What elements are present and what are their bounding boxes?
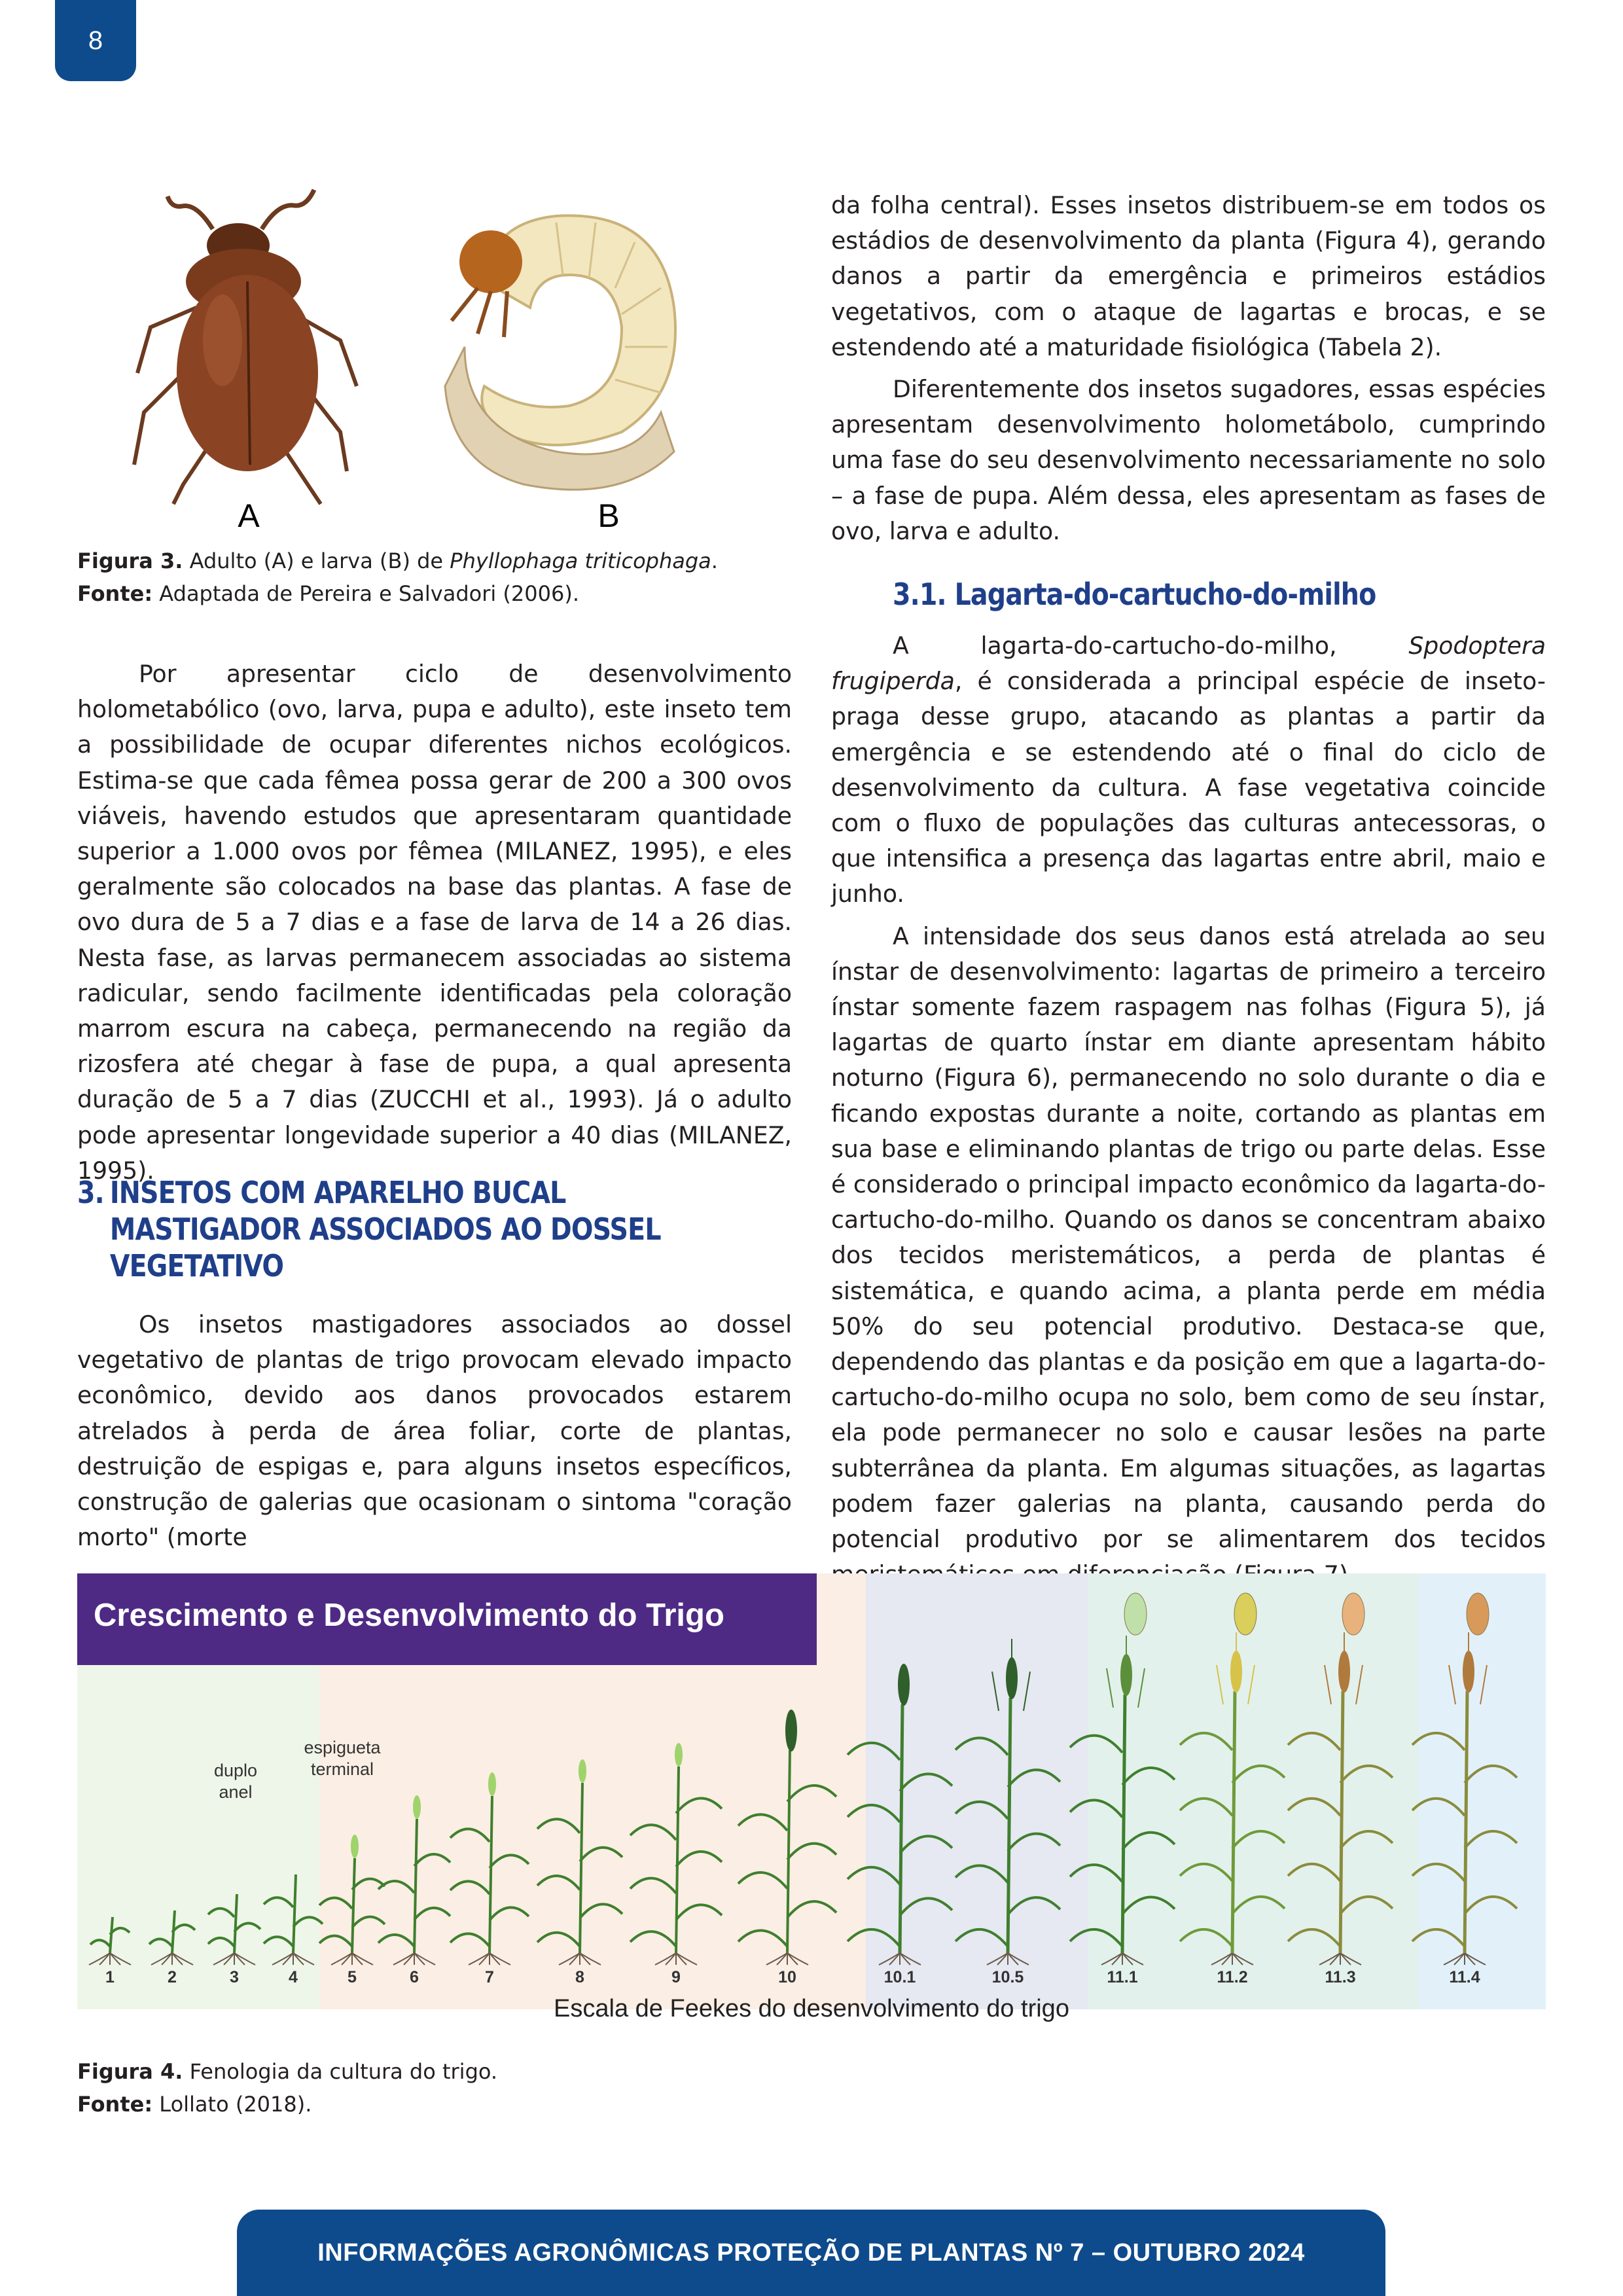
feekes-stage-number: 10 (778, 1968, 796, 1986)
figure3-source-text: Adaptada de Pereira e Salvadori (2006). (159, 581, 579, 606)
figure3-source (77, 577, 792, 610)
figure3-caption-species: Phyllophaga triticophaga (450, 548, 711, 573)
feekes-stage-number: 4 (289, 1968, 298, 1986)
figure4-source-label: Fonte: (77, 2092, 153, 2117)
feekes-stage-number: 10.1 (883, 1968, 916, 1986)
left-paragraph-2: Os insetos mastigadores associados ao dossel vegetativo de plantas de trigo provocam elevado impacto econômico, devido aos danos provocados estarem atrelados à perda de área foliar, corte de plantas, destruição de espigas e, para alguns insetos específicos, construção de galerias que ocasionam o sintoma "coração morto" (morte (77, 1310, 792, 1552)
feekes-stage-number: 11.2 (1217, 1968, 1248, 1986)
beetle-adult-illustration (134, 190, 357, 504)
footer-text: INFORMAÇÕES AGRONÔMICAS PROTEÇÃO DE PLANTAS Nº 7 – OUTUBRO 2024 (317, 2238, 1305, 2267)
figure3-caption-end: . (711, 548, 718, 573)
figure4-caption-text: Fenologia da cultura do trigo. (189, 2059, 498, 2084)
section-heading-3 (77, 1174, 792, 1284)
page-number: 8 (88, 26, 103, 55)
left-column (77, 656, 792, 1189)
feekes-stage-number: 3 (230, 1968, 239, 1986)
subheading-3-1 (893, 576, 1455, 613)
subheading-text: 3.1. Lagarta-do-cartucho-do-milho (893, 577, 1376, 612)
feekes-stage-number: 2 (168, 1968, 177, 1986)
figure4-caption-block (77, 2055, 792, 2121)
figure4-title: Crescimento e Desenvolvimento do Trigo (94, 1598, 724, 1633)
feekes-stage-number: 11.3 (1325, 1968, 1356, 1986)
figure4-scale-caption: Escala de Feekes do desenvolvimento do trigo (554, 1995, 1069, 2022)
figure3-label-b: B (597, 497, 620, 530)
section-heading-line-1: INSETOS COM APARELHO BUCAL (109, 1175, 566, 1210)
feekes-stage-number: 6 (410, 1968, 419, 1986)
right-paragraph-4: A intensidade dos seus danos está atrelada ao seu ínstar de desenvolvimento: lagartas de primeiro a terceiro ínstar somente fazem raspagem nas folhas (Figura 5), já lagartas de quarto ínstar em diante apresentam hábito noturno (Figura 6), permanecendo no solo durante o dia e ficando expostas durante a noite, cortando as plantas em sua base e eliminando plantas de trigo ou parte delas. Esse é considerado o principal impacto econômico da lagarta-do-cartucho-do-milho. Quando os danos se concentram abaixo dos tecidos meristemáticos, a perda de plantas é sistemática, e quando acima, a planta perde em média 50% do seu potencial produtivo. Destaca-se que, dependendo das plantas e da posição em que a lagarta-do-cartucho-do-milho ocupa no solo, bem como de seu ínstar, ela pode permanecer no solo e causar lesões na parte subterrânea da planta. Em algumas situações, as lagartas podem fazer galerias na planta, causando perda do potencial produtivo por se alimentarem dos tecidos (831, 922, 1546, 1554)
left-paragraph-1: Por apresentar ciclo de desenvolvimento holometabólico (ovo, larva, pupa e adulto), este inseto tem a possibilidade de ocupar diferentes nichos ecológicos. Estima-se que cada fêmea possa gerar de 200 a 300 ovos viáveis, havendo estudos que apresentaram quantidade superior a 1.000 ovos por fêmea (MILANEZ, 1995), e eles geralmente são colocados na base das plantas. A fase de ovo dura de 5 a 7 dias e a fase de larva de 14 a 26 dias. Nesta fase, as larvas permanecem associadas ao sistema radicular, sendo facilmente identificadas pela coloração marrom escura na cabeça, permanecendo na região da rizosfera até chegar à fase de pupa, a qual apresenta duração de 5 a 7 dias (ZUCCHI et al., 1993). Já o adulto pode apresentar longevidade superior a 40 dias (MILANEZ, 1995). (77, 660, 792, 1185)
feekes-stage-number: 11.4 (1449, 1968, 1480, 1986)
section-heading-line-2: MASTIGADOR ASSOCIADOS AO DOSSEL (109, 1211, 661, 1247)
figure3-source-label: Fonte: (77, 581, 153, 606)
feekes-stage-number: 10.5 (991, 1968, 1024, 1986)
figure4-caption (77, 2055, 792, 2088)
right-column (831, 188, 1546, 549)
label-espigueta: espigueta (304, 1738, 381, 1757)
feekes-stage-number: 1 (105, 1968, 115, 1986)
right-paragraph-3-a: A lagarta-do-cartucho-do-milho, (893, 632, 1337, 660)
figure4-caption-label: Figura 4. (77, 2059, 183, 2084)
right-paragraph-3 (831, 628, 1546, 912)
right-paragraph-2: Diferentemente dos insetos sugadores, essas espécies apresentam desenvolvimento holometábolo, cumprindo uma fase do seu desenvolvimento necessariamente no solo – a fase de pupa. Além dessa, eles apresentam as fases de ovo, larva e adulto. (831, 375, 1546, 545)
larva-illustration (445, 215, 675, 490)
feekes-stage-number: 9 (671, 1968, 681, 1986)
label-duplo: duplo (213, 1761, 258, 1780)
figure4-source (77, 2088, 792, 2121)
figure3-caption (77, 545, 792, 577)
feekes-stage-number: 11.1 (1107, 1968, 1138, 1986)
section-heading-number: 3. (77, 1175, 104, 1210)
figure3-caption-block (77, 545, 792, 610)
page-number-tab (55, 0, 136, 81)
feekes-stage-number: 5 (348, 1968, 357, 1986)
figure4-image (77, 1573, 1546, 2009)
figure3-caption-text: Adulto (A) e larva (B) de (189, 548, 444, 573)
footer-banner (237, 2210, 1385, 2296)
label-anel: anel (219, 1782, 253, 1802)
label-espigueta-terminal (290, 1737, 395, 1780)
right-paragraph-1: da folha central). Esses insetos distribuem-se em todos os estádios de desenvolvimento da planta (Figura 4), gerando danos a partir da emergência e primeiros estádios vegetativos, com o ataque de lagartas e brocas, e se estendendo até a maturidade fisiológica (Tabela 2). (831, 191, 1546, 361)
right-column-lower (831, 628, 1546, 1592)
wheat-growth-illustration (77, 1573, 1546, 2009)
right-paragraph-3-b: , é considerada a principal espécie de inseto-praga desse grupo, atacando as plantas a partir da emergência e se estendendo até o final do ciclo de desenvolvimento da cultura. A fase vegetativa coincide com o fluxo de populações das culturas antecessoras, o que intensifica a presença das lagartas entre abril, maio e junho. (831, 667, 1546, 908)
feekes-stage-number: 8 (575, 1968, 584, 1986)
right-paragraph-3-species: Spodoptera frugiperda (831, 632, 1546, 696)
label-duplo-anel (196, 1760, 275, 1803)
figure3-label-a: A (238, 497, 260, 530)
feekes-stage-number: 7 (485, 1968, 494, 1986)
label-terminal: terminal (310, 1759, 374, 1779)
left-column-lower (77, 1307, 792, 1555)
figure3-image (98, 177, 753, 530)
figure4-source-text: Lollato (2018). (159, 2092, 312, 2117)
section-heading-line-3: VEGETATIVO (109, 1248, 284, 1283)
figure3-caption-label: Figura 3. (77, 548, 183, 573)
